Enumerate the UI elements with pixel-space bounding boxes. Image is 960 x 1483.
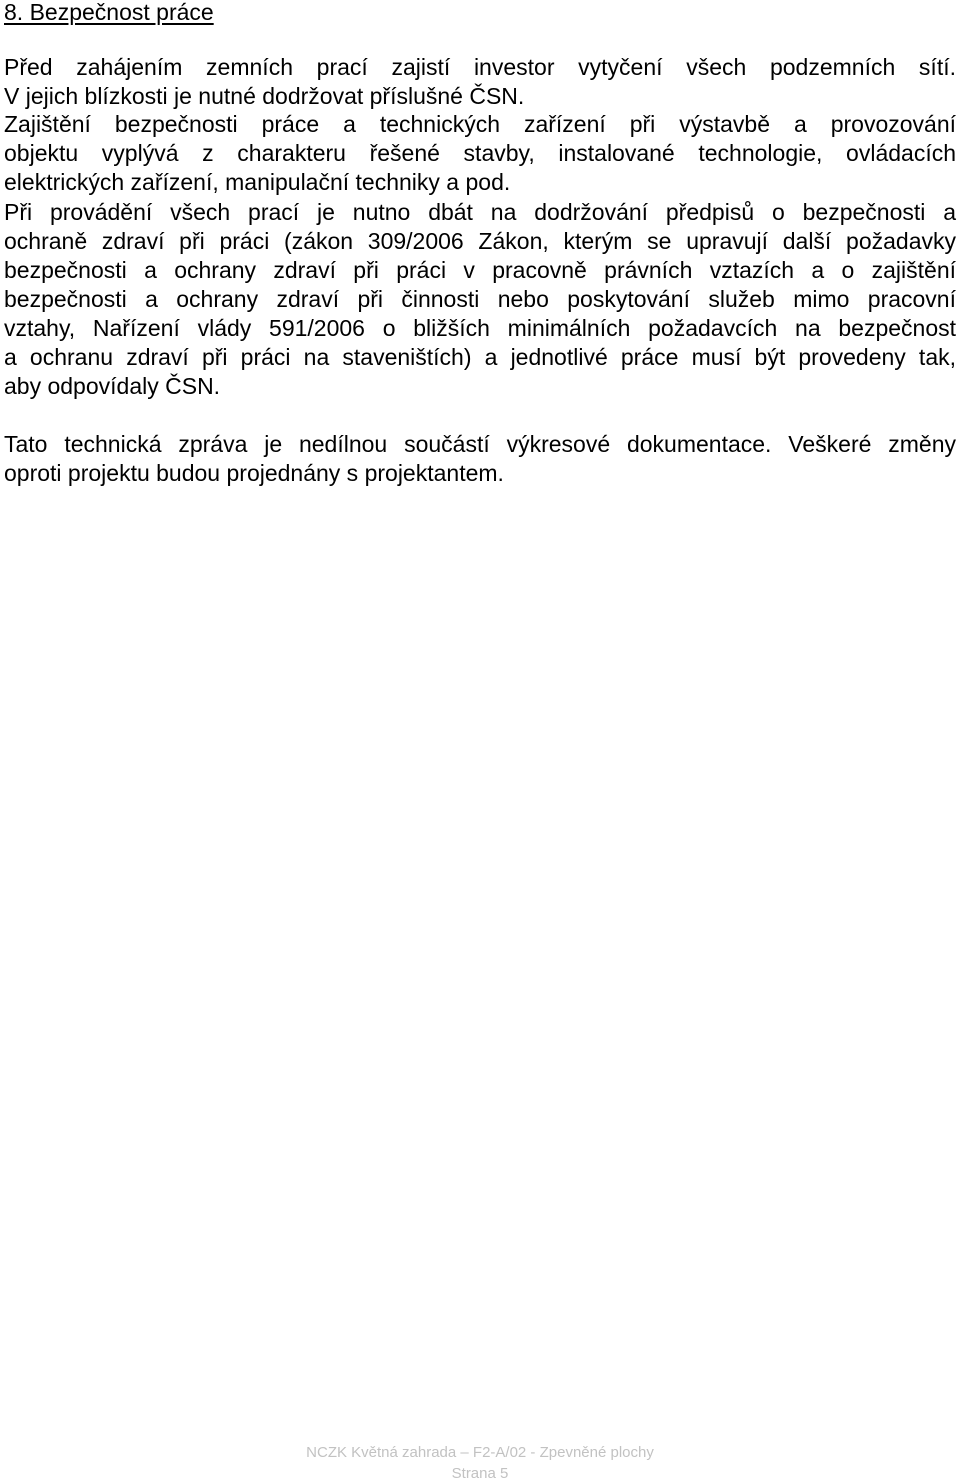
paragraph-regulations bbox=[4, 198, 956, 401]
paragraph-line: ochraně zdraví při práci (zákon 309/2006 Zákon, kterým se upravují další požadavky bbox=[4, 228, 956, 254]
paragraph-line: Tato technická zpráva je nedílnou součástí výkresové dokumentace. Veškeré změny bbox=[4, 431, 956, 457]
paragraph-line: a ochranu zdraví při práci na staveništích) a jednotlivé práce musí být provedeny tak, bbox=[4, 344, 956, 370]
paragraph-line: oproti projektu budou projednány s projektantem. bbox=[4, 460, 504, 486]
paragraph-line: vztahy, Nařízení vlády 591/2006 o bližších minimálních požadavcích na bezpečnost bbox=[4, 315, 956, 341]
footer-document-name: NCZK Květná zahrada – F2-A/02 - Zpevněné plochy bbox=[306, 1444, 654, 1461]
paragraph-line: Zajištění bezpečnosti práce a technických zařízení při výstavbě a provozování bbox=[4, 111, 956, 137]
paragraph-line: Před zahájením zemních prací zajistí investor vytyčení všech podzemních sítí. bbox=[4, 54, 956, 80]
paragraph-line: aby odpovídaly ČSN. bbox=[4, 373, 221, 399]
paragraph-line: bezpečnosti a ochrany zdraví při činnosti nebo poskytování služeb mimo pracovní bbox=[4, 286, 956, 312]
paragraph-line: Při provádění všech prací je nutno dbát na dodržování předpisů o bezpečnosti a bbox=[4, 199, 956, 225]
section-heading: 8. Bezpečnost práce bbox=[4, 0, 214, 25]
paragraph-survey bbox=[4, 53, 956, 111]
paragraph-line: bezpečnosti a ochrany zdraví při práci v pracovně právních vztazích a o zajištění bbox=[4, 257, 956, 283]
paragraph-safety-equipment bbox=[4, 110, 956, 197]
paragraph-line: objektu vyplývá z charakteru řešené stavby, instalované technologie, ovládacích bbox=[4, 140, 956, 166]
paragraph-line: elektrických zařízení, manipulační techniky a pod. bbox=[4, 169, 511, 195]
paragraph-closing bbox=[4, 430, 956, 488]
footer-page-number: Strana 5 bbox=[451, 1465, 509, 1482]
paragraph-line: V jejich blízkosti je nutné dodržovat příslušné ČSN. bbox=[4, 83, 525, 109]
